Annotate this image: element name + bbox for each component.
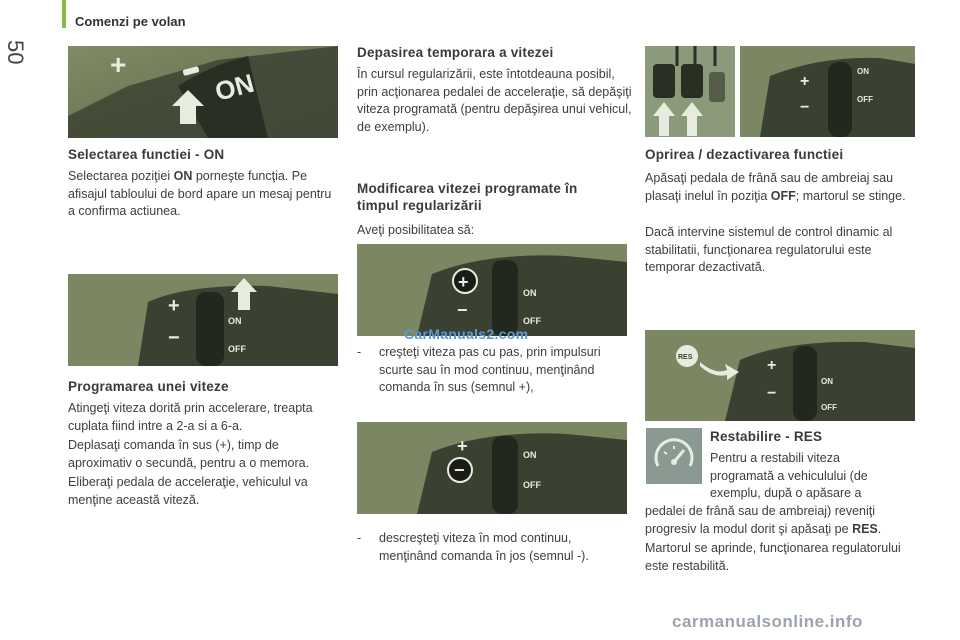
stalk-programming-photo — [68, 274, 338, 366]
stalk-on-label: ON — [857, 67, 869, 76]
overtake-text: În cursul regularizării, este întotdeauna posibil, prin acţionarea pedalei de acceleraţie, să depăşiţi viteza programată (pentru depăşirea unui vehicul, de exemplu). — [357, 67, 632, 134]
res-title: Restabilire - RES — [710, 429, 823, 444]
modify-item-increase: - creşteţi viteza pas cu pas, prin impulsuri scurte sau în mod continuu, menţinând comanda în sus (semnul +), — [357, 345, 601, 394]
programming-text-1: Atingeţi viteza dorită prin accelerare, treapta cuplata fiind intre a 2-a si a 6-a. — [68, 401, 313, 433]
stalk-plus-label: + — [168, 295, 180, 317]
modify-title: Modificarea vitezei programate în timpul regularizării — [357, 181, 578, 213]
on-title: Selectarea functiei - ON — [68, 147, 225, 162]
cruise-control-indicator-icon — [646, 428, 702, 484]
off-title: Oprirea / dezactivarea functiei — [645, 147, 844, 162]
stalk-decrease-photo — [357, 422, 627, 514]
stalk-off-photo — [740, 46, 915, 137]
stalk-off-label: OFF — [228, 344, 246, 354]
on-text: Selectarea poziţiei ON porneşte funcţia. Pe afisajul tabloului de bord apare un mesaj pentru a confirma actiunea. — [68, 169, 332, 218]
section-title: Comenzi pe volan — [75, 14, 186, 29]
stalk-on-label: ON — [821, 377, 833, 386]
off-text-2: Dacă intervine sistemul de control dinamic al stabilitatii, funcţionarea regulatorului este temporar dezactivată. — [645, 225, 893, 274]
res-text-indent: Pentru a restabili viteza programată a vehiculului (de exemplu, după o apăsare a — [710, 451, 868, 500]
stalk-minus-label: − — [168, 327, 180, 349]
off-text-1: Apăsaţi pedala de frână sau de ambreiaj sau plasaţi inelul în poziţia OFF; martorul se stinge. — [645, 171, 906, 203]
modify-item-decrease: - descreşteţi viteza în mod continuu, menţinând comanda în jos (semnul -). — [357, 531, 589, 563]
stalk-on-label: ON — [523, 288, 537, 298]
stalk-plus-label: + — [458, 272, 469, 292]
stalk-on-label: ON — [211, 67, 258, 107]
stalk-on-photo — [68, 46, 338, 138]
footer-watermark: carmanualsonline.info — [672, 612, 863, 631]
stalk-plus-label: + — [767, 357, 777, 374]
stalk-minus-label: − — [767, 385, 777, 402]
stalk-plus-label: + — [800, 73, 810, 90]
stalk-res-photo — [645, 330, 915, 421]
header-accent-bar — [62, 0, 66, 28]
stalk-off-label: OFF — [523, 316, 541, 326]
res-text-2: Martorul se aprinde, funcţionarea regulatorului este restabilită. — [645, 541, 901, 573]
stalk-increase-photo — [357, 244, 627, 336]
stalk-minus-label: − — [800, 99, 810, 116]
res-text-1: pedalei de frână sau de ambreiaj) reveniţi progresiv la modul dorit şi apăsaţi pe RES. — [645, 504, 882, 536]
stalk-off-label: OFF — [523, 480, 541, 490]
stalk-off-label: OFF — [821, 403, 837, 412]
res-label: RES — [678, 354, 693, 361]
page-number: 50 — [3, 40, 28, 65]
programming-text-3: Eliberaţi pedala de acceleraţie, vehiculul va menţine această viteză. — [68, 475, 308, 507]
programming-title: Programarea unei viteze — [68, 379, 229, 394]
modify-intro: Aveţi posibilitatea să: — [357, 223, 475, 237]
overtake-title: Depasirea temporara a vitezei — [357, 45, 554, 60]
stalk-on-label: ON — [228, 316, 242, 326]
stalk-minus-label: − — [454, 460, 465, 480]
stalk-minus-label: − — [457, 300, 468, 320]
pedals-photo — [645, 46, 735, 137]
stalk-on-label: ON — [523, 450, 537, 460]
programming-text-2: Deplasaţi comanda în sus (+), timp de aproximativ o secundă, pentru a o memora. — [68, 438, 310, 470]
stalk-off-label: OFF — [857, 95, 873, 104]
stalk-plus-label: + — [110, 49, 127, 80]
watermark: CarManuals2.com — [404, 326, 529, 342]
stalk-plus-label: + — [457, 436, 468, 456]
